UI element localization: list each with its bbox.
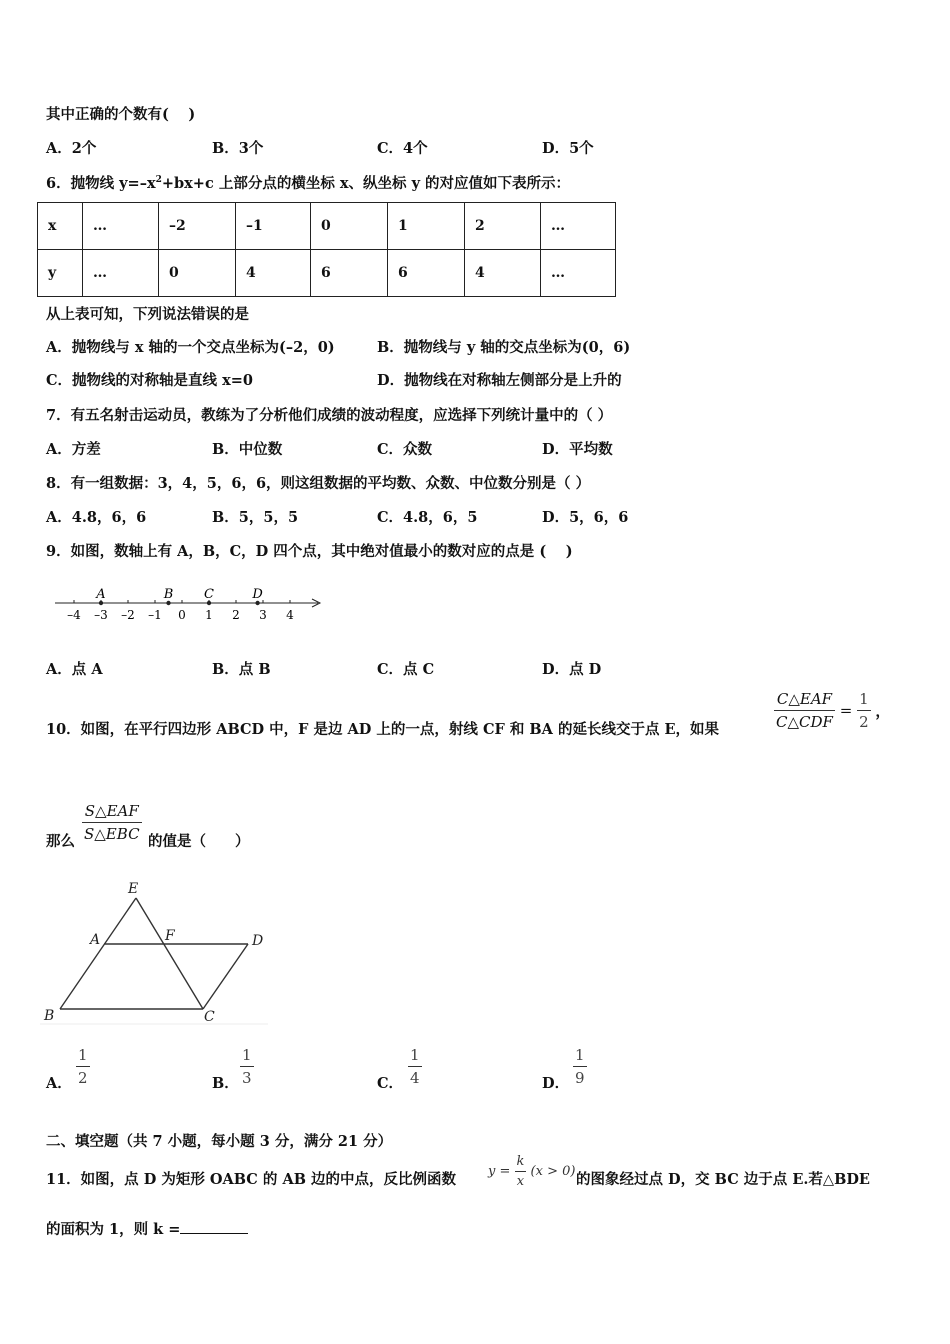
label-d: D: [252, 933, 264, 949]
table-cell: …: [541, 250, 616, 297]
q6-option-b: B．抛物线与 y 轴的交点坐标为(0，6): [377, 339, 631, 356]
table-cell: 4: [465, 250, 541, 297]
label-e: E: [128, 881, 139, 897]
q5-option-d: D．5个: [542, 140, 594, 157]
q11-stem-a: 11．如图，点 D 为矩形 OABC 的 AB 边的中点，反比例函数: [46, 1171, 456, 1188]
q10-tail: 的值是（ ）: [148, 833, 250, 850]
label-b: B: [44, 1008, 55, 1024]
label-c: C: [204, 1009, 215, 1025]
q8-stem: 8．有一组数据：3，4，5，6，6，则这组数据的平均数、众数、中位数分别是（ ）: [46, 475, 591, 492]
table-cell: –1: [236, 203, 311, 250]
number-line-tick-label: –1: [148, 608, 162, 622]
section-heading: 二、填空题（共 7 小题，每小题 3 分，满分 21 分）: [46, 1133, 393, 1150]
q10-option-b-letter: B．: [212, 1075, 239, 1092]
q10-perimeter-ratio: $\frac{\text{C△EAF}}{\text{C△CDF}}$ = $\frac{1}{2}$ ，: [776, 690, 891, 731]
q10-option-d-frac: $\frac{1}{9}$: [575, 1046, 585, 1087]
number-line-tick-label: 3: [259, 608, 267, 622]
q6-stem: 6．抛物线 $y=-x^2+bx+c$ 上部分点的横坐标 x、纵坐标 y 的对应值如下表所示：: [46, 175, 571, 192]
number-line-figure: [50, 580, 330, 628]
q10-option-c-frac: $\frac{1}{4}$: [410, 1046, 420, 1087]
answer-blank[interactable]: [180, 1219, 248, 1234]
q5-tail: 其中正确的个数有( ): [46, 106, 196, 123]
table-cell: y: [38, 250, 83, 297]
table-cell: x: [38, 203, 83, 250]
q7-stem: 7．有五名射击运动员，教练为了分析他们成绩的波动程度，应选择下列统计量中的（ ）: [46, 407, 613, 424]
number-line-tick-label: 4: [286, 608, 294, 622]
q9-stem: 9．如图，数轴上有 A，B，C，D 四个点，其中绝对值最小的数对应的点是 ( ): [46, 543, 573, 560]
q9-option-a: A．点 A: [46, 661, 103, 678]
q5-option-c: C．4个: [377, 140, 428, 157]
q8-option-d: D．5，6，6: [542, 509, 629, 526]
q6-option-a: A．抛物线与 x 轴的一个交点坐标为(–2，0): [46, 339, 335, 356]
table-cell: 0: [159, 250, 236, 297]
table-row: [38, 203, 616, 250]
q5-option-a: A．2个: [46, 140, 97, 157]
q6-value-table: [37, 202, 616, 297]
q10-option-a-frac: $\frac{1}{2}$: [78, 1046, 88, 1087]
number-line-tick-label: 0: [178, 608, 186, 622]
segment-ec: [136, 898, 203, 1009]
number-line-tick-label: 2: [232, 608, 240, 622]
table-cell: 1: [388, 203, 465, 250]
q8-option-c: C．4.8，6，5: [377, 509, 478, 526]
table-cell: 6: [388, 250, 465, 297]
number-line-point-label: D: [252, 587, 263, 602]
q10-option-c-letter: C．: [377, 1075, 404, 1092]
number-line-point-label: C: [204, 587, 214, 602]
table-cell: 2: [465, 203, 541, 250]
number-line-point-label: B: [163, 587, 174, 602]
q6-option-c: C．抛物线的对称轴是直线 x=0: [46, 372, 253, 389]
q8-option-b: B．5，5，5: [212, 509, 299, 526]
q11-line2: 的面积为 1，则 k =: [46, 1218, 248, 1239]
q10-stem: 10．如图，在平行四边形 ABCD 中，F 是边 AD 上的一点，射线 CF 和 BA 的延长线交于点 E，如果: [46, 721, 720, 738]
label-f: F: [165, 928, 175, 944]
table-cell: 4: [236, 250, 311, 297]
number-line-tick-label: –4: [67, 608, 81, 622]
table-cell: 0: [311, 203, 388, 250]
q10-area-ratio: $\frac{\text{S△EAF}}{\text{S△EBC}}$: [84, 802, 140, 843]
q7-option-c: C．众数: [377, 441, 433, 458]
q10-option-b-frac: $\frac{1}{3}$: [242, 1046, 252, 1087]
segment-dc: [203, 944, 248, 1009]
table-cell: …: [83, 250, 159, 297]
q7-option-b: B．中位数: [212, 441, 283, 458]
number-line-tick-label: 1: [205, 608, 213, 622]
q6-lead: 从上表可知，下列说法错误的是: [46, 306, 249, 323]
number-line-point-label: A: [96, 587, 106, 602]
q10-option-a-letter: A．: [46, 1075, 72, 1092]
q7-option-a: A．方差: [46, 441, 101, 458]
segment-be: [60, 898, 136, 1009]
q8-option-a: A．4.8，6，6: [46, 509, 147, 526]
q11-function: y = $\frac{k}{x}$ (x > 0): [488, 1154, 576, 1189]
number-line-tick-label: –3: [94, 608, 108, 622]
number-line-tick-label: –2: [121, 608, 135, 622]
q9-option-c: C．点 C: [377, 661, 435, 678]
q7-option-d: D．平均数: [542, 441, 613, 458]
table-cell: –2: [159, 203, 236, 250]
parallelogram-figure: [40, 878, 275, 1028]
table-cell: …: [83, 203, 159, 250]
q10-then: 那么: [46, 833, 75, 850]
table-row: [38, 250, 616, 297]
label-a: A: [90, 932, 101, 948]
q9-option-d: D．点 D: [542, 661, 602, 678]
q6-option-d: D．抛物线在对称轴左侧部分是上升的: [377, 372, 622, 389]
table-cell: 6: [311, 250, 388, 297]
q9-option-b: B．点 B: [212, 661, 271, 678]
q10-option-d-letter: D．: [542, 1075, 570, 1092]
table-cell: …: [541, 203, 616, 250]
q5-option-b: B．3个: [212, 140, 264, 157]
q11-stem-b: 的图象经过点 D，交 BC 边于点 E.若△BDE: [576, 1171, 870, 1188]
